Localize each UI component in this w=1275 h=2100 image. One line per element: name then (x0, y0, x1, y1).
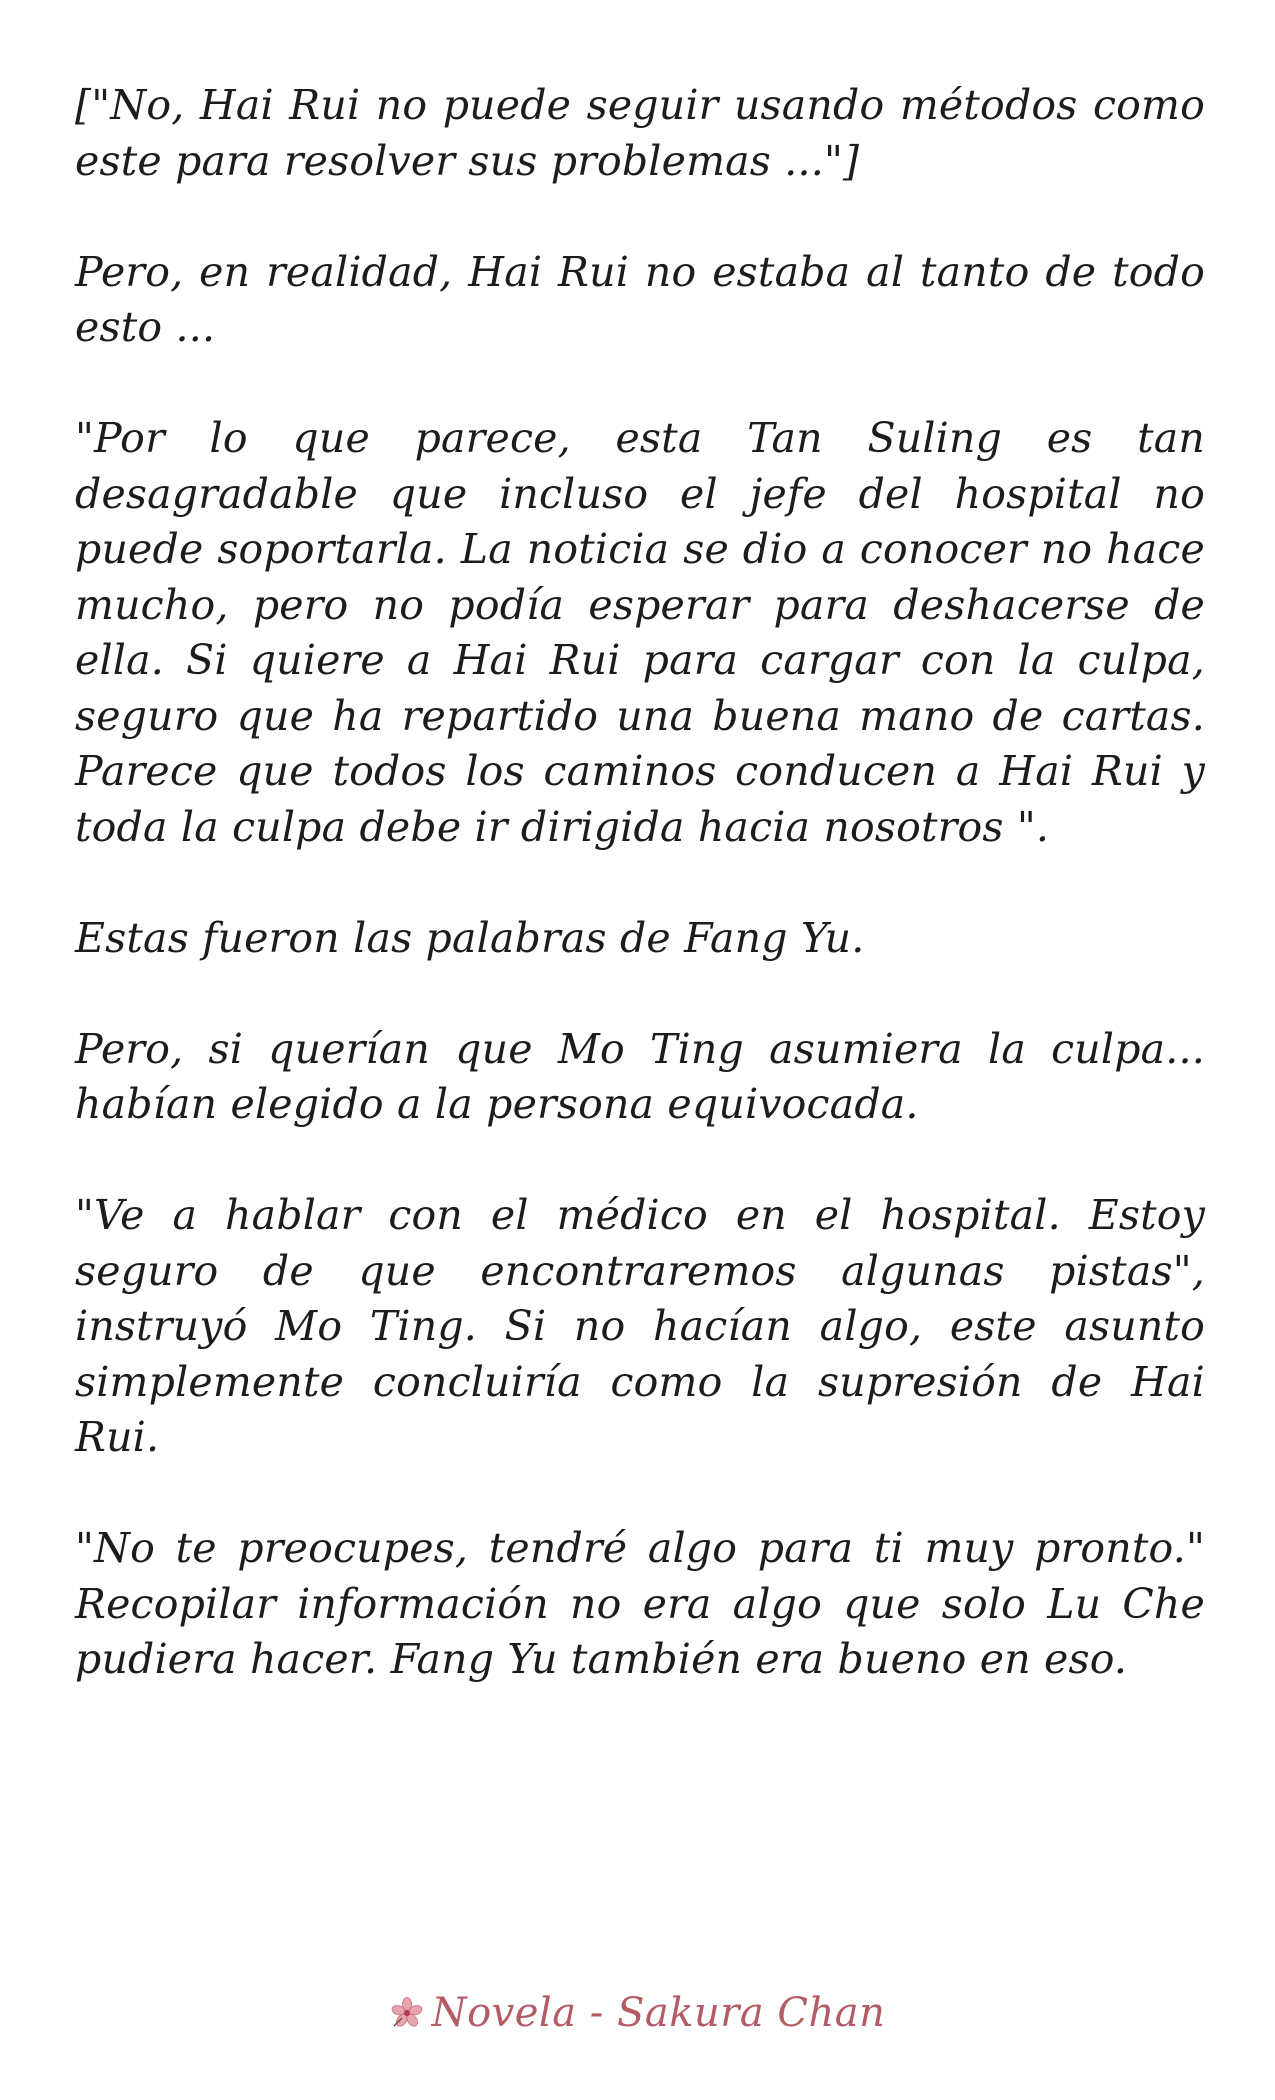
paragraph-6: "Ve a hablar con el médico en el hospital. Estoy seguro de que encontraremos algunas pistas", instruyó Mo Ting. Si no hacían algo, este asunto simplemente concluiría como la supresión de Hai Rui. (75, 1191, 1205, 1461)
paragraph-1: ["No, Hai Rui no puede seguir usando métodos como este para resolver sus problemas ..."] (75, 81, 1205, 185)
sakura-flower-icon (390, 1996, 424, 2030)
paragraph-4: Estas fueron las palabras de Fang Yu. (75, 913, 865, 962)
paragraph-3: "Por lo que parece, esta Tan Suling es tan desagradable que incluso el jefe del hospital no puede soportarla. La noticia se dio a conocer no hace mucho, pero no podía esperar para deshacerse de ella. Si quiere a Hai Rui para cargar con la culpa, seguro que ha repartido una buena mano de cartas. Parece que todos los caminos conducen a Hai Rui y toda la culpa debe ir dirigida hacia nosotros ". (75, 414, 1205, 851)
paragraph-2: Pero, en realidad, Hai Rui no estaba al tanto de todo esto ... (75, 247, 1205, 351)
watermark (0, 1988, 1275, 2038)
paragraph-5: Pero, si querían que Mo Ting asumiera la culpa... habían elegido a la persona equivocada. (75, 1024, 1205, 1128)
paragraph-7: "No te preocupes, tendré algo para ti muy pronto." Recopilar información no era algo que solo Lu Che pudiera hacer. Fang Yu también era bueno en eso. (75, 1524, 1205, 1683)
novel-text (75, 78, 1205, 1743)
watermark-text: Novela - Sakura Chan (431, 1990, 886, 2036)
